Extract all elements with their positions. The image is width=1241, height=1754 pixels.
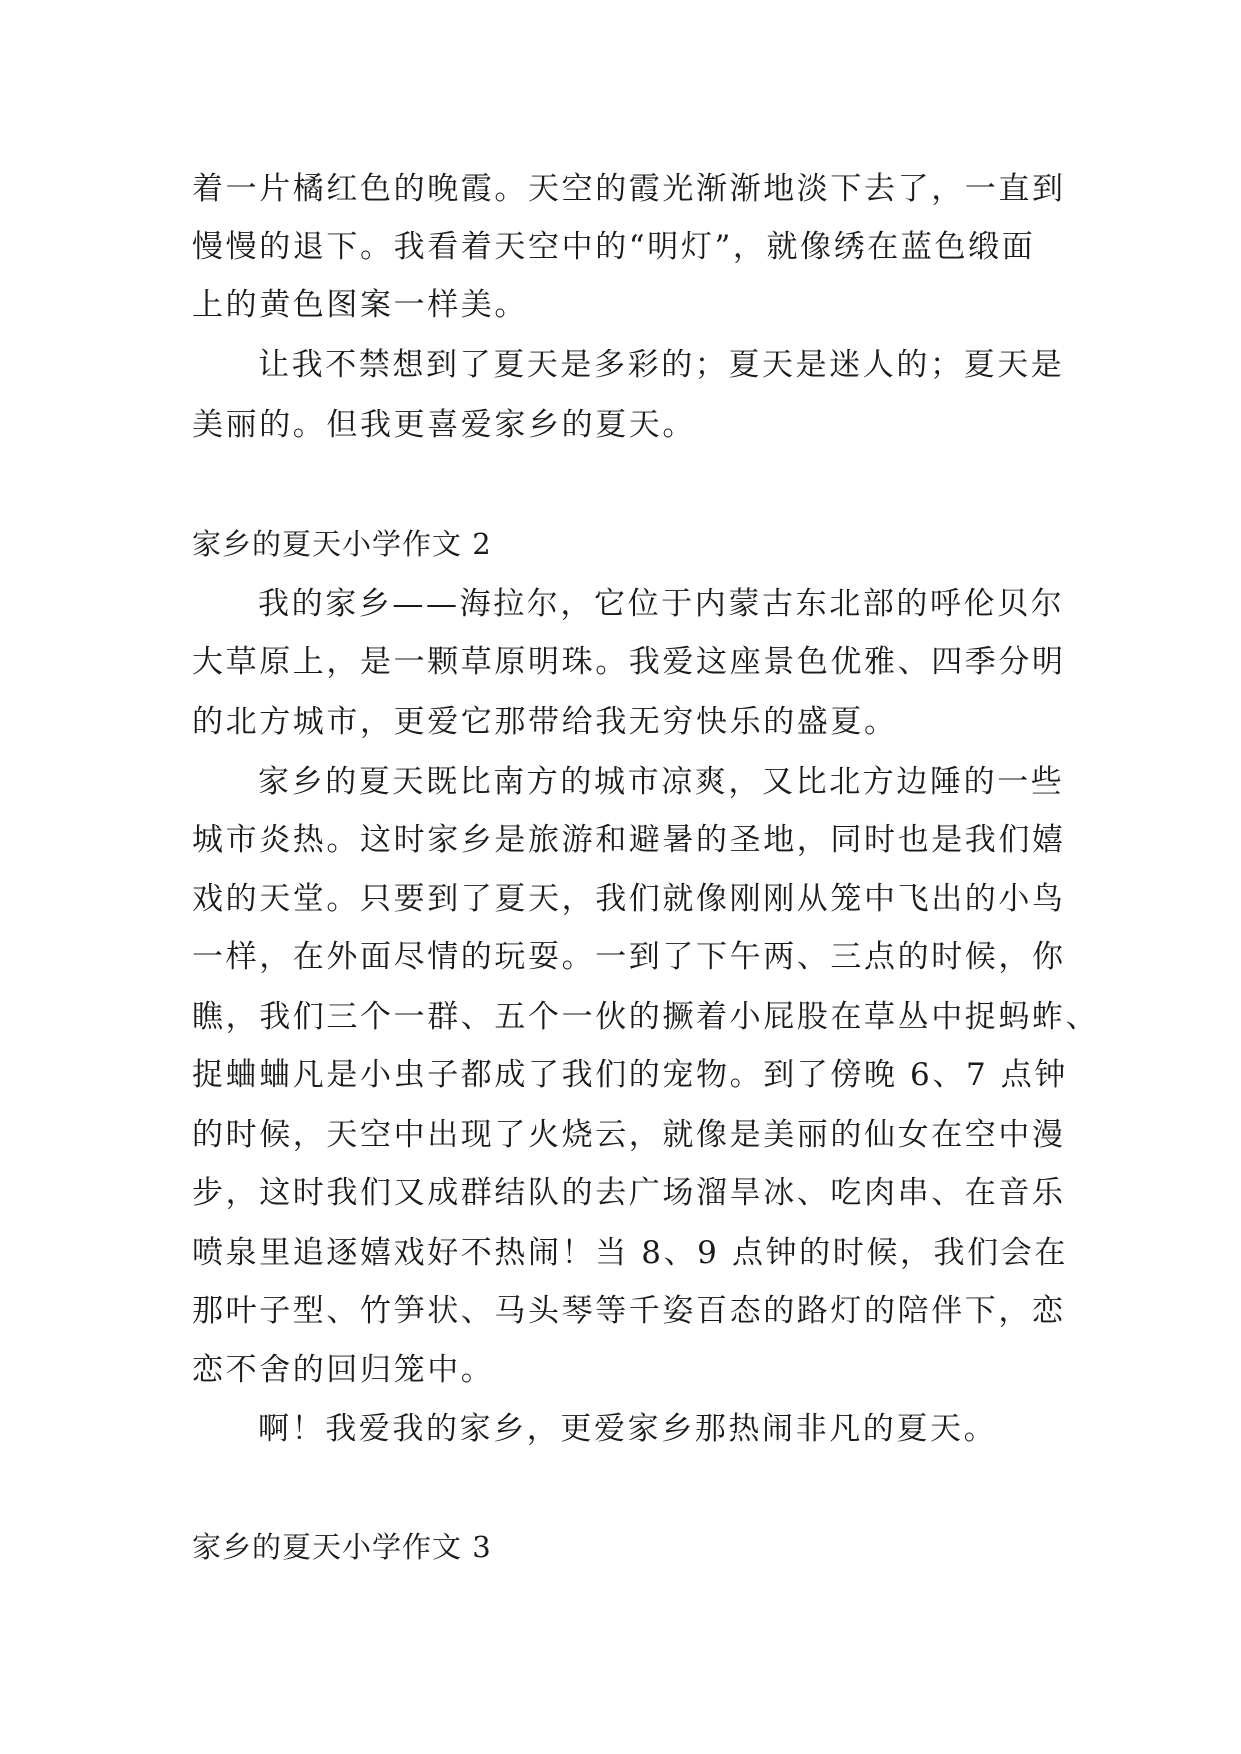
paragraph-line: 大草原上，是一颗草原明珠。我爱这座景色优雅、四季分明 <box>192 644 1066 680</box>
paragraph-line: 恋不舍的回归笼中。 <box>192 1352 495 1388</box>
paragraph-line: 城市炎热。这时家乡是旅游和避暑的圣地，同时也是我们嬉 <box>192 822 1066 858</box>
paragraph-line: 上的黄色图案一样美。 <box>192 287 528 323</box>
paragraph-line: 慢慢的退下。我看着天空中的“明灯”，就像绣在蓝色缎面 <box>192 229 1036 265</box>
paragraph-line: 啊！我爱我的家乡，更爱家乡那热闹非凡的夏天。 <box>258 1411 998 1447</box>
paragraph-line: 美丽的。但我更喜爱家乡的夏天。 <box>192 407 696 443</box>
paragraph-line: 着一片橘红色的晚霞。天空的霞光渐渐地淡下去了，一直到 <box>192 171 1066 207</box>
paragraph-line: 一样，在外面尽情的玩耍。一到了下午两、三点的时候，你 <box>192 939 1066 975</box>
paragraph-line: 戏的天堂。只要到了夏天，我们就像刚刚从笼中飞出的小鸟 <box>192 881 1066 917</box>
paragraph-line: 捉蛐蛐凡是小虫子都成了我们的宠物。到了傍晚 6、7 点钟 <box>192 1057 1068 1093</box>
paragraph-line: 的北方城市，更爱它那带给我无穷快乐的盛夏。 <box>192 704 898 740</box>
paragraph-line: 我的家乡——海拉尔，它位于内蒙古东北部的呼伦贝尔 <box>258 586 1065 622</box>
section-heading: 家乡的夏天小学作文 2 <box>192 527 492 561</box>
paragraph-line: 那叶子型、竹笋状、马头琴等千姿百态的路灯的陪伴下，恋 <box>192 1293 1066 1329</box>
paragraph-line: 瞧，我们三个一群、五个一伙的撅着小屁股在草丛中捉蚂蚱、 <box>192 999 1100 1035</box>
paragraph-line: 让我不禁想到了夏天是多彩的；夏天是迷人的；夏天是 <box>258 347 1065 383</box>
paragraph-line: 喷泉里追逐嬉戏好不热闹！当 8、9 点钟的时候，我们会在 <box>192 1235 1068 1271</box>
section-heading: 家乡的夏天小学作文 3 <box>192 1530 492 1564</box>
paragraph-line: 家乡的夏天既比南方的城市凉爽，又比北方边陲的一些 <box>258 764 1065 800</box>
paragraph-line: 的时候，天空中出现了火烧云，就像是美丽的仙女在空中漫 <box>192 1117 1066 1153</box>
paragraph-line: 步，这时我们又成群结队的去广场溜旱冰、吃肉串、在音乐 <box>192 1175 1066 1211</box>
